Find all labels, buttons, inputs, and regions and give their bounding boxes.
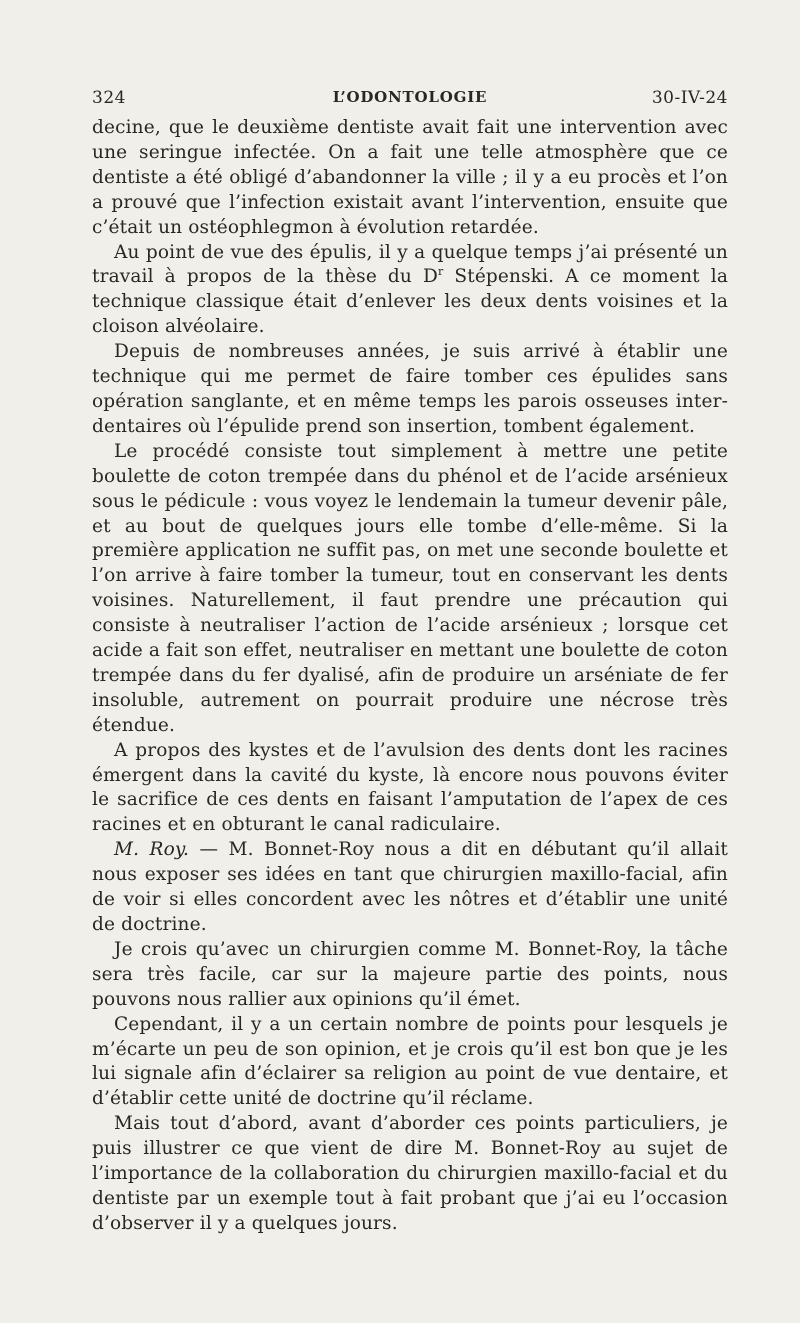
- paragraph-technique: Depuis de nombreuses années, je suis arrivé à établir une technique qui me permet de faire tomber ces épulides sans opération sanglante, et en même temps les parois osseuses inter-dentaires où l’épulide prend son insertion, tombent également.: [92, 341, 728, 437]
- running-header: [92, 84, 728, 114]
- speaker-name: M. Roy.: [114, 839, 190, 861]
- article-body: [92, 116, 728, 1237]
- doctor-superscript: r: [437, 265, 444, 279]
- issue-date: 30-IV-24: [651, 88, 728, 108]
- paragraph-procedure: Le procédé consiste tout simplement à mettre une petite boulette de coton trempée dans du phénol et de l’acide arsénieux sous le pédicule : vous voyez le lendemain la tumeur devenir pâle, et au bout de quelques jours elle tombe d’elle-même. Si la première application ne suffit pas, on met une seconde boulette et l’on arrive à faire tomber la tumeur, tout en conservant les dents voisines. Naturellement, il faut prendre une précaution qui consiste à neutraliser l’action de l’acide arsénieux ; lorsque cet acide a fait son effet, neutraliser en mettant une boulette de coton trempée dans du fer dyalisé, afin de produire un arséniate de fer insoluble, autrement on pourrait produire une nécrose très étendue.: [92, 440, 728, 736]
- page-number: 324: [92, 88, 126, 108]
- paragraph-however: Cependant, il y a un certain nombre de points pour lesquels je m’écarte un peu de son opinion, et je crois qu’il est bon que je les lui signale afin d’éclairer sa religion au point de vue dentaire, et d’établir cette unité de doctrine qu’il réclame.: [92, 1013, 728, 1110]
- journal-title: L’ODONTOLOGIE: [332, 88, 488, 106]
- paragraph-epulis: [92, 241, 728, 341]
- paragraph-m-roy: [92, 838, 728, 938]
- paragraph-cysts: A propos des kystes et de l’avulsion des dents dont les racines émergent dans la cavité du kyste, là encore nous pouvons éviter le sacrifice de ces dents en faisant l’amputation de l’apex de ces racines et en obturant le canal radiculaire.: [92, 739, 728, 836]
- document-page: [92, 84, 728, 1237]
- paragraph-epulis-end: Stépenski. A ce moment la technique classique était d’enlever les deux dents voisines et la cloison alvéolaire.: [92, 266, 728, 338]
- paragraph-epulis-start: Au point de vue des épulis, il y a quelque temps j’ai présenté un travail à propos de la thèse du D: [92, 241, 728, 288]
- paragraph-m-roy-text: — M. Bonnet-Roy nous a dit en débutant qu’il allait nous exposer ses idées en tant que chirurgien maxillo-facial, afin de voir si elles concordent avec les nôtres et d’établir une unité de doctrine.: [92, 839, 728, 935]
- paragraph-surgeon: Je crois qu’avec un chirurgien comme M. Bonnet-Roy, la tâche sera très facile, car sur la majeure partie des points, nous pouvons nous rallier aux opinions qu’il émet.: [92, 938, 728, 1010]
- paragraph-continued: decine, que le deuxième dentiste avait fait une intervention avec une seringue infectée. On a fait une telle atmosphère que ce dentiste a été obligé d’abandonner la ville ; il y a eu procès et l’on a prouvé que l’infection existait avant l’intervention, ensuite que c’était un ostéophlegmon à évolution retardée.: [92, 117, 728, 238]
- paragraph-illustration: Mais tout d’abord, avant d’aborder ces points particuliers, je puis illustrer ce que vient de dire M. Bonnet-Roy au sujet de l’importance de la collaboration du chirurgien maxillo-facial et du dentiste par un exemple tout à fait probant que j’ai eu l’occasion d’observer il y a quelques jours.: [92, 1113, 728, 1234]
